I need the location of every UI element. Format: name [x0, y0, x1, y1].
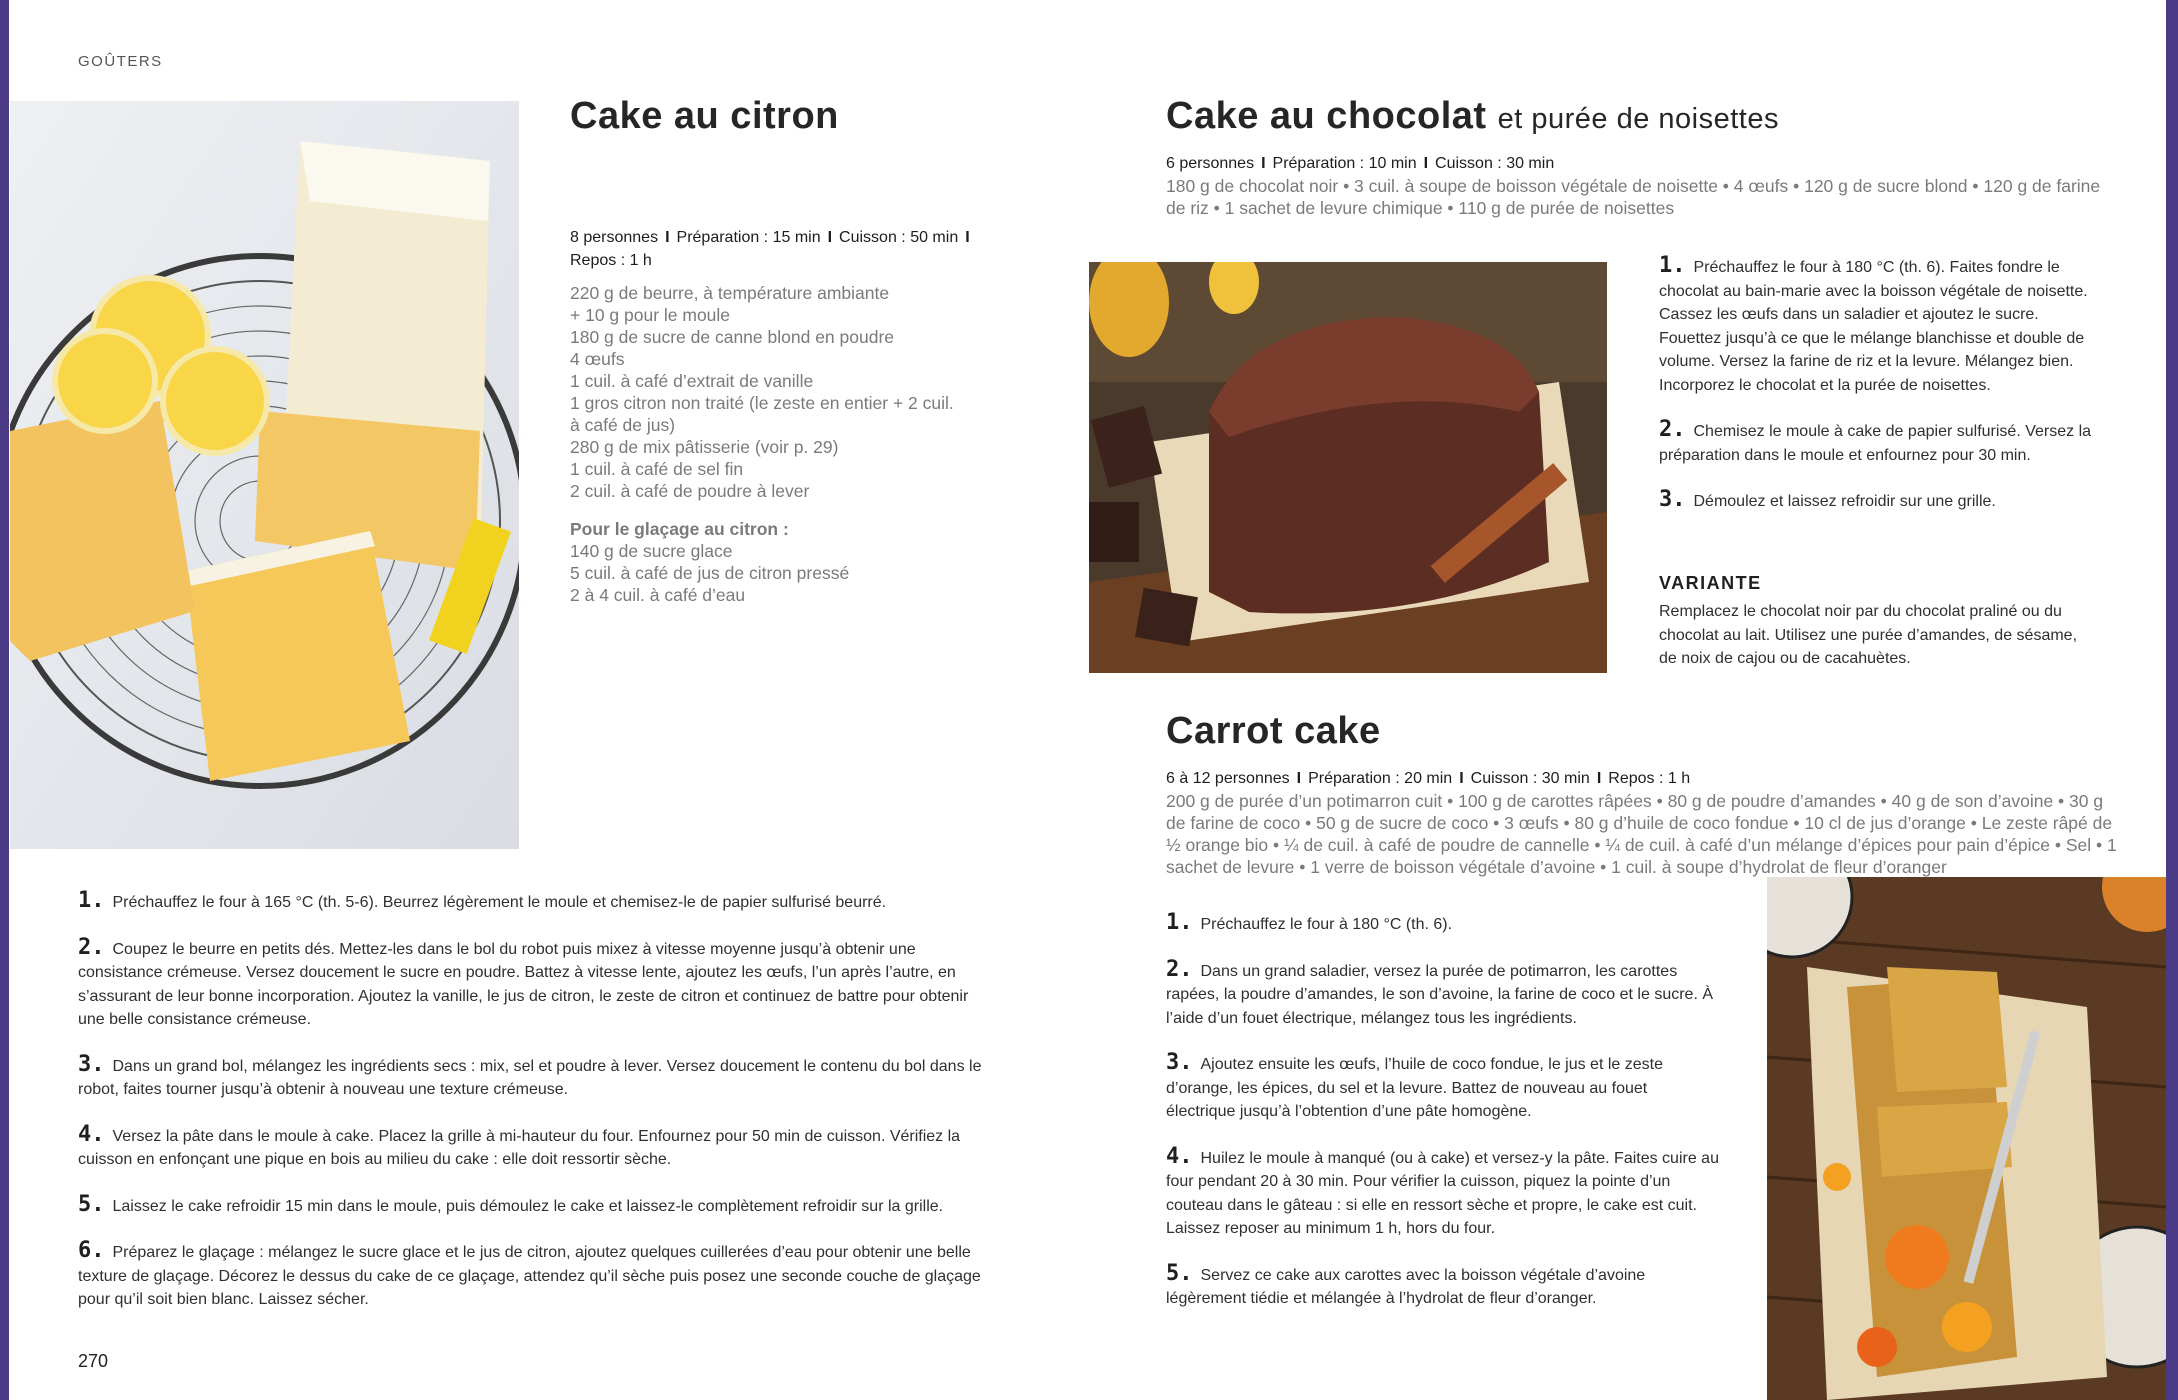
chocolat-cook: Cuisson : 30 min — [1435, 155, 1555, 172]
recipe-step — [1166, 1051, 1721, 1124]
recipe-step — [1659, 254, 2099, 397]
step-text: Servez ce cake aux carottes avec la boisson végétale d’avoine légèrement tiédie et mélangée à l’hydrolat de fleur d’oranger. — [1166, 1266, 1646, 1307]
meta-separator: I — [1261, 155, 1266, 172]
carrot-title: Carrot cake — [1166, 710, 1381, 752]
citron-title: Cake au citron — [570, 95, 839, 137]
step-number: 2. — [1166, 956, 1193, 982]
carrot-servings: 6 à 12 personnes — [1166, 770, 1290, 787]
meta-separator: I — [827, 229, 833, 246]
step-text: Préparez le glaçage : mélangez le sucre glace et le jus de citron, ajoutez quelques cuillerées d’eau pour obtenir une belle texture de glaçage. Décorez le dessus du cake de ce glaçage, attendez qu’il sèche puis posez une seconde couche de glaçage pour qu’il soit bien blanc. Laissez sécher. — [78, 1244, 981, 1308]
chocolat-steps — [1659, 254, 2099, 535]
step-text: Démoulez et laissez refroidir sur une grille. — [1693, 493, 1996, 510]
page-edge-left — [0, 0, 9, 1400]
step-number: 3. — [78, 1051, 105, 1077]
step-text: Coupez le beurre en petits dés. Mettez-les dans le bol du robot puis mixez à vitesse moyenne jusqu’à obtenir une consistance crémeuse. Versez doucement le sucre en poudre. Battez à vitesse lente, ajoutez les œufs, l’un après l’autre, en s’assurant de leur bonne incorporation. Ajoutez la vanille, le jus de citron, le zeste de citron et continuez de battre pour obtenir une belle consistance crémeuse. — [78, 940, 969, 1028]
meta-separator: I — [965, 229, 970, 246]
ingredient: 280 g de mix pâtisserie (voir p. 29) — [570, 437, 839, 457]
step-text: Chemisez le moule à cake de papier sulfurisé. Versez la préparation dans le moule et enfournez pour 30 min. — [1659, 423, 2092, 464]
glaze-ingredient: 2 à 4 cuil. à café d’eau — [570, 585, 746, 605]
citron-servings: 8 personnes — [570, 229, 659, 246]
glaze-ingredient: 140 g de sucre glace — [570, 541, 733, 561]
recipe-step — [1166, 911, 1721, 937]
citron-rest: Repos : 1 h — [570, 252, 652, 269]
recipe-step — [1166, 1262, 1721, 1311]
ingredient: 1 gros citron non traité (le zeste en entier + 2 cuil. — [570, 393, 954, 413]
carrot-steps — [1166, 911, 1721, 1332]
meta-separator: I — [1596, 770, 1602, 787]
ingredient: à café de jus) — [570, 415, 676, 435]
carrot-cake-photo — [1767, 877, 2166, 1400]
meta-separator: I — [1459, 770, 1464, 787]
recipe-step — [1166, 958, 1721, 1031]
chocolat-servings: 6 personnes — [1166, 155, 1255, 172]
page-edge-right — [2166, 0, 2178, 1400]
glaze-ingredient: 5 cuil. à café de jus de citron pressé — [570, 563, 850, 583]
ingredient: 4 œufs — [570, 349, 625, 369]
lemon-cake-photo — [10, 101, 519, 849]
chocolat-ingredients: 180 g de chocolat noir • 3 cuil. à soupe de boisson végétale de noisette • 4 œufs • 120 g de sucre blond • 120 g de farine de riz • 1 sachet de levure chimique • 110 g de purée de noisettes — [1166, 176, 2101, 218]
step-text: Huilez le moule à manqué (ou à cake) et versez-y la pâte. Faites cuire au four pendant 20 à 30 min. Pour vérifier la cuisson, piquez la pointe d’un couteau dans le gâteau : si elle en ressort sèche et propre, le cake est cuit. Laissez reposer au minimum 1 h, hors du four. — [1166, 1149, 1719, 1237]
ingredient: 180 g de sucre de canne blond en poudre — [570, 327, 895, 347]
chocolat-title — [1166, 95, 1779, 138]
ingredient: 220 g de beurre, à température ambiante — [570, 283, 890, 303]
step-number: 6. — [78, 1238, 105, 1263]
carrot-ingredients: 200 g de purée d’un potimarron cuit • 100 g de carottes râpées • 80 g de poudre d’amandes • 40 g de son d’avoine • 30 g de farine de coco • 50 g de sucre de coco • 3 œufs • 80 g d’huile de coco fondue • 10 cl de jus d’orange • Le zeste râpé de ½ orange bio • ¼ de cuil. à café de poudre de cannelle • ¼ de cuil. à café d’un mélange d’épices pour pain d’épice • Sel • 1 sachet de levure • 1 verre de boisson végétale d’avoine • 1 cuil. à soupe d’hydrolat de fleur d’oranger — [1166, 791, 2117, 877]
glaze-title: Pour le glaçage au citron : — [570, 519, 789, 539]
step-number: 1. — [1166, 910, 1193, 935]
recipe-step — [78, 889, 983, 915]
recipe-step — [1166, 1145, 1721, 1241]
chocolat-prep: Préparation : 10 min — [1272, 155, 1417, 172]
citron-steps — [78, 889, 983, 1333]
ingredient: 1 cuil. à café d’extrait de vanille — [570, 371, 814, 391]
page-number: 270 — [78, 1351, 109, 1371]
step-number: 4. — [1166, 1143, 1193, 1169]
carrot-meta — [1166, 767, 2116, 790]
step-number: 5. — [78, 1191, 105, 1217]
step-text: Préchauffez le four à 165 °C (th. 5-6). Beurrez légèrement le moule et chemisez-le de papier sulfurisé beurré. — [112, 894, 887, 911]
recipe-step — [78, 1053, 983, 1102]
step-number: 1. — [78, 888, 105, 913]
recipe-step — [78, 936, 983, 1032]
step-text: Dans un grand saladier, versez la purée de potimarron, les carottes rapées, la poudre d’amandes, le son d’avoine, la farine de coco et le sucre. À l’aide d’un fouet électrique, mélangez tous les ingrédients. — [1166, 962, 1713, 1027]
variant-title: VARIANTE — [1659, 573, 1762, 593]
step-text: Versez la pâte dans le moule à cake. Placez la grille à mi-hauteur du four. Enfournez pour 50 min de cuisson. Vérifiez la cuisson en enfonçant une pique en bois au milieu du cake : elle doit ressortir sèche. — [78, 1127, 961, 1168]
recipe-step — [78, 1193, 983, 1219]
step-text: Laissez le cake refroidir 15 min dans le moule, puis démoulez le cake et laissez-le complètement refroidir sur la grille. — [112, 1197, 944, 1215]
step-number: 3. — [1166, 1050, 1193, 1075]
ingredient: 1 cuil. à café de sel fin — [570, 459, 744, 479]
step-number: 1. — [1659, 253, 1686, 278]
section-label: GOÛTERS — [78, 53, 163, 70]
citron-ingredients — [570, 282, 1010, 606]
meta-separator: I — [665, 229, 670, 246]
citron-prep: Préparation : 15 min — [676, 229, 821, 246]
chocolat-subtitle: et purée de noisettes — [1497, 103, 1779, 135]
meta-separator: I — [1296, 770, 1302, 787]
ingredient: + 10 g pour le moule — [570, 305, 731, 325]
step-number: 2. — [78, 934, 105, 960]
carrot-prep: Préparation : 20 min — [1308, 770, 1453, 787]
carrot-cook: Cuisson : 30 min — [1470, 770, 1590, 787]
variant-text: Remplacez le chocolat noir par du chocolat praliné ou du chocolat au lait. Utilisez une purée d’amandes, de sésame, de noix de cajou ou de cacahuètes. — [1659, 603, 2078, 667]
citron-meta — [570, 226, 1000, 272]
recipe-step — [1659, 488, 2099, 514]
step-number: 4. — [78, 1121, 105, 1147]
chocolat-title-main: Cake au chocolat — [1166, 95, 1487, 137]
meta-separator: I — [1423, 155, 1429, 172]
recipe-step — [78, 1123, 983, 1172]
ingredient: 2 cuil. à café de poudre à lever — [570, 481, 810, 501]
step-number: 5. — [1166, 1260, 1193, 1286]
step-number: 3. — [1659, 487, 1686, 512]
citron-cook: Cuisson : 50 min — [839, 229, 959, 246]
variant-box — [1659, 573, 2099, 671]
step-text: Dans un grand bol, mélangez les ingrédients secs : mix, sel et poudre à lever. Versez doucement le contenu du bol dans le robot, faites tourner jusqu’à obtenir à nouveau une texture crémeuse. — [78, 1057, 982, 1098]
recipe-step — [1659, 418, 2099, 467]
chocolate-cake-photo — [1089, 262, 1607, 673]
step-text: Préchauffez le four à 180 °C (th. 6). — [1200, 916, 1453, 933]
recipe-step — [78, 1239, 983, 1312]
carrot-rest: Repos : 1 h — [1608, 770, 1691, 787]
step-number: 2. — [1659, 417, 1686, 442]
step-text: Ajoutez ensuite les œufs, l’huile de coco fondue, le jus et le zeste d’orange, les épices, du sel et la levure. Battez de nouveau au fouet électrique jusqu’à l’obtention d’une pâte homogène. — [1166, 1056, 1663, 1120]
chocolat-meta — [1166, 152, 2116, 175]
step-text: Préchauffez le four à 180 °C (th. 6). Faites fondre le chocolat au bain-marie avec la boisson végétale de noisette. Cassez les œufs dans un saladier et ajoutez le sucre. Fouettez jusqu’à ce que le mélange blanchisse et double de volume. Versez la farine de riz et la levure. Mélangez bien. Incorporez le chocolat et la purée de noisettes. — [1659, 259, 2088, 394]
